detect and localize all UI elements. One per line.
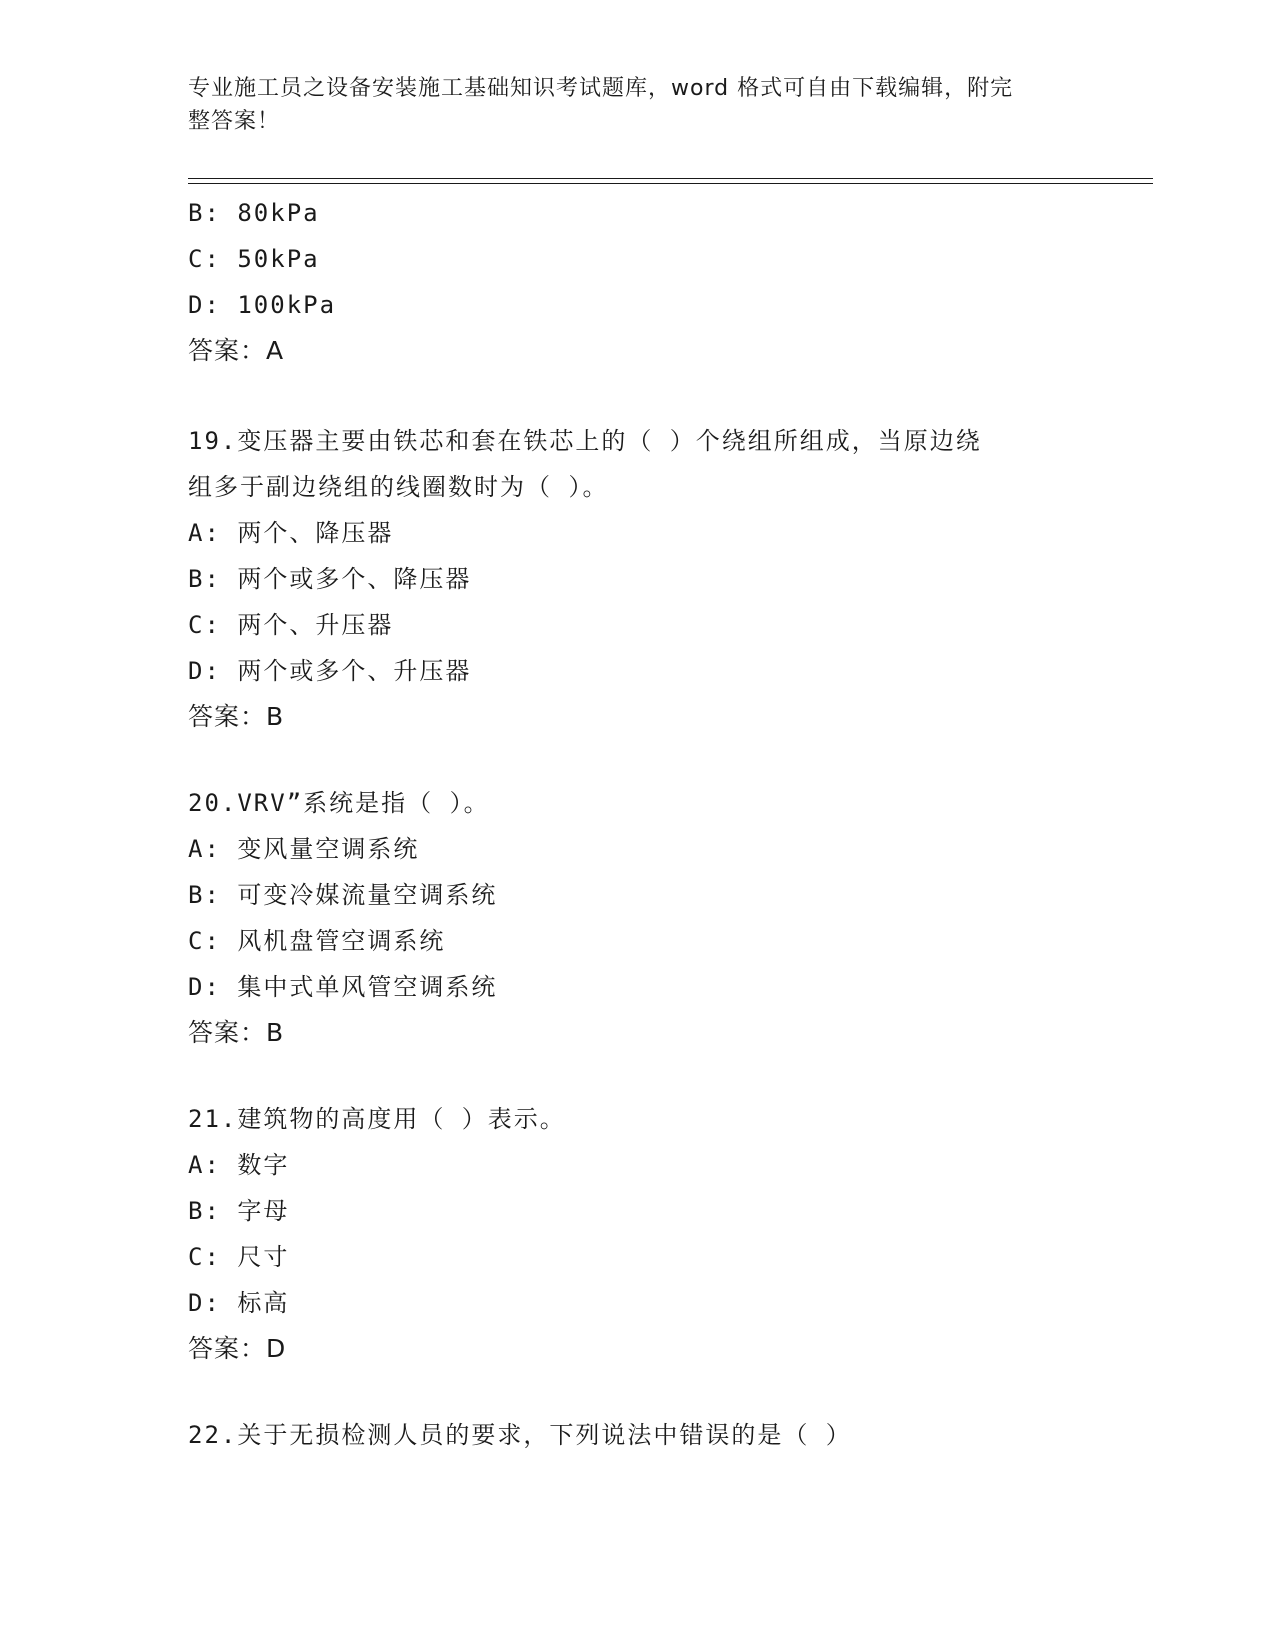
option-a: A: 两个、降压器 (188, 519, 394, 547)
option-d: D: 两个或多个、升压器 (188, 657, 472, 685)
option-c: C: 尺寸 (188, 1243, 290, 1271)
question-stem-line-1: 19.变压器主要由铁芯和套在铁芯上的（ ）个绕组所组成，当原边绕 (188, 427, 982, 455)
question-block-21 (188, 1096, 1068, 1372)
question-block-22 (188, 1412, 1068, 1458)
question-stem: 22.关于无损检测人员的要求，下列说法中错误的是（ ） (188, 1421, 852, 1449)
question-list (188, 190, 1068, 1458)
option-d: D: 集中式单风管空调系统 (188, 973, 498, 1001)
option-b: B: 字母 (188, 1197, 290, 1225)
option-c: C: 风机盘管空调系统 (188, 927, 446, 955)
question-block-18 (188, 190, 1068, 374)
spacer (188, 1372, 1068, 1412)
option-d: D: 标高 (188, 1289, 290, 1317)
option-a: A: 数字 (188, 1151, 290, 1179)
option-b: B: 可变冷媒流量空调系统 (188, 881, 498, 909)
spacer (188, 1056, 1068, 1096)
question-stem: 20.VRV”系统是指（ ）。 (188, 789, 490, 817)
question-block-19 (188, 418, 1068, 740)
question-block-20 (188, 780, 1068, 1056)
option-b: B: 两个或多个、降压器 (188, 565, 472, 593)
answer-label: 答案：B (188, 1018, 285, 1047)
option-a: A: 变风量空调系统 (188, 835, 420, 863)
header-title-line-1: 专业施工员之设备安装施工基础知识考试题库，word 格式可自由下载编辑，附完 (188, 76, 1014, 101)
spacer (188, 374, 1068, 418)
question-stem: 21.建筑物的高度用（ ）表示。 (188, 1105, 566, 1133)
answer-label: 答案：D (188, 1334, 287, 1363)
answer-label: 答案：B (188, 702, 285, 731)
header-title-line-2: 整答案！ (188, 109, 281, 134)
question-stem-line-2: 组多于副边绕组的线圈数时为（ ）。 (188, 473, 609, 501)
spacer (188, 740, 1068, 780)
document-header (188, 72, 1068, 138)
option-c: C: 两个、升压器 (188, 611, 394, 639)
header-divider-bottom (188, 183, 1153, 184)
option-d: D: 100kPa (188, 291, 337, 319)
answer-label: 答案：A (188, 336, 285, 365)
header-divider-top (188, 178, 1153, 179)
option-c: C: 50kPa (188, 245, 320, 273)
option-b: B: 80kPa (188, 199, 320, 227)
